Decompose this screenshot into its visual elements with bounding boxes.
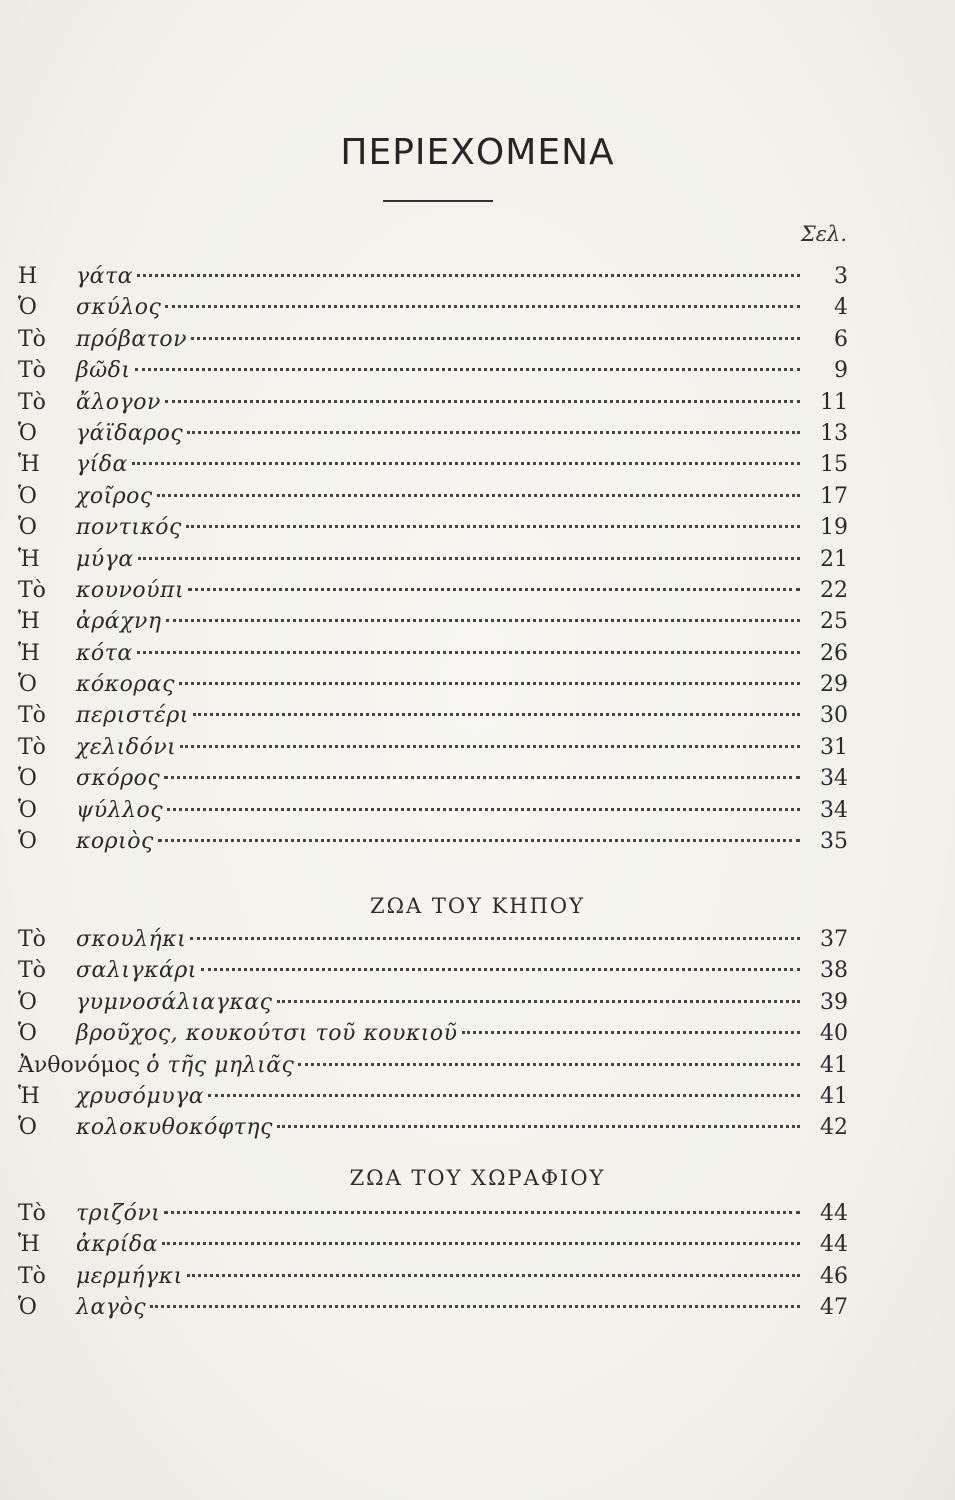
entry-article: Τὸ: [18, 1201, 46, 1226]
toc-entry: [18, 449, 848, 480]
entry-article: Ὁ: [18, 766, 37, 792]
entry-name: ὁ τῆς μηλιᾶς: [146, 1052, 295, 1078]
dot-leader: [165, 400, 800, 403]
dot-leader: [190, 937, 800, 940]
entry-article: Ἡ: [18, 546, 40, 572]
dot-leader: [277, 1125, 800, 1128]
toc-entry: [18, 606, 848, 637]
entry-page-number: 47: [820, 1295, 848, 1321]
entry-page-number: 3: [834, 264, 848, 289]
dot-leader: [201, 968, 800, 971]
dot-leader: [150, 1305, 800, 1308]
toc-main-list: [18, 261, 848, 857]
entry-page-number: 21: [820, 546, 848, 572]
entry-article: Ὁ: [18, 989, 37, 1015]
toc-field-list: [18, 1198, 848, 1324]
toc-entry: [18, 1198, 848, 1229]
dot-leader: [193, 713, 800, 716]
dot-leader: [187, 431, 800, 434]
toc-entry: [18, 826, 848, 857]
entry-page-number: 41: [820, 1083, 848, 1109]
entry-name: περιστέρι: [76, 703, 189, 729]
entry-name: κουνούπι: [76, 577, 185, 603]
entry-page-number: 6: [834, 326, 848, 352]
toc-entry: [18, 355, 848, 386]
entry-article: Τὸ: [18, 927, 46, 952]
entry-page-number: 40: [820, 1021, 848, 1047]
entry-article: Τὸ: [18, 958, 46, 984]
toc-entry: [18, 763, 848, 794]
entry-name: βῶδι: [76, 358, 131, 384]
entry-name: μύγα: [76, 546, 134, 572]
entry-page-number: 42: [820, 1115, 848, 1141]
toc-entry: [18, 481, 848, 512]
page-column-label: Σελ.: [800, 222, 847, 246]
entry-page-number: 44: [820, 1201, 848, 1226]
dot-leader: [137, 651, 800, 654]
entry-page-number: 19: [820, 515, 848, 541]
entry-name: σαλιγκάρι: [76, 958, 197, 984]
entry-article: Ἀνθονόμος: [18, 1052, 141, 1078]
entry-name: χρυσόμυγα: [76, 1083, 205, 1109]
entry-article: Ὁ: [18, 515, 37, 541]
toc-entry: [18, 669, 848, 700]
dot-leader: [162, 1242, 800, 1245]
toc-garden-list: [18, 924, 848, 1144]
entry-name: κολοκυθοκόφτης: [76, 1115, 273, 1141]
entry-article: Τὸ: [18, 1263, 46, 1289]
entry-name: πρόβατον: [76, 326, 188, 352]
page-title: ΠΕΡΙΕΧΟΜΕΝΑ: [340, 132, 615, 173]
dot-leader: [137, 274, 800, 277]
entry-page-number: 34: [820, 797, 848, 823]
entry-page-number: 29: [820, 672, 848, 698]
entry-page-number: 25: [820, 609, 848, 635]
dot-leader: [158, 839, 800, 842]
dot-leader: [208, 1094, 800, 1097]
entry-article: Ὁ: [18, 1021, 37, 1047]
entry-name: κόκορας: [76, 672, 175, 698]
dot-leader: [180, 745, 800, 748]
entry-name: τριζόνι: [76, 1201, 161, 1226]
toc-entry: [18, 795, 848, 826]
dot-leader: [188, 588, 800, 591]
toc-entry: [18, 987, 848, 1018]
entry-article: Τὸ: [18, 358, 46, 384]
toc-entry: [18, 324, 848, 355]
entry-name: βροῦχος, κουκούτσι τοῦ κουκιοῦ: [76, 1021, 458, 1047]
dot-leader: [157, 494, 800, 497]
entry-article: Τὸ: [18, 577, 46, 603]
entry-page-number: 4: [834, 295, 848, 321]
dot-leader: [187, 1274, 800, 1277]
toc-entry: [18, 575, 848, 606]
dot-leader: [135, 368, 800, 371]
dot-leader: [138, 557, 800, 560]
dot-leader: [191, 337, 800, 340]
toc-entry: [18, 638, 848, 669]
toc-entry: [18, 261, 848, 292]
entry-page-number: 44: [820, 1232, 848, 1258]
entry-article: Ὁ: [18, 483, 37, 509]
entry-article: Τὸ: [18, 734, 46, 760]
entry-name: μερμήγκι: [76, 1263, 183, 1289]
dot-leader: [164, 1211, 800, 1214]
entry-article: Η: [18, 264, 38, 289]
section-title-field: ΖΩΑ ΤΟΥ ΧΩΡΑΦΙΟΥ: [349, 1166, 606, 1190]
entry-page-number: 13: [820, 420, 848, 446]
entry-article: Ἡ: [18, 452, 40, 478]
entry-article: Ἡ: [18, 1083, 40, 1109]
toc-entry: [18, 418, 848, 449]
toc-entry: [18, 1050, 848, 1081]
dot-leader: [166, 619, 800, 622]
section-title-garden: ΖΩΑ ΤΟΥ ΚΗΠΟΥ: [370, 894, 585, 918]
entry-name: γάϊδαρος: [76, 420, 184, 446]
toc-entry: [18, 1292, 848, 1323]
entry-page-number: 11: [820, 389, 848, 415]
toc-entry: [18, 387, 848, 418]
entry-page-number: 34: [820, 766, 848, 792]
entry-name: ἀκρίδα: [76, 1232, 158, 1258]
entry-article: Ἡ: [18, 640, 40, 666]
toc-entry: [18, 292, 848, 323]
entry-page-number: 35: [820, 829, 848, 855]
entry-article: Τὸ: [18, 389, 46, 415]
title-underline: [383, 200, 493, 202]
entry-name: κότα: [76, 640, 133, 666]
entry-page-number: 37: [820, 927, 848, 952]
entry-article: Ὁ: [18, 672, 37, 698]
entry-page-number: 39: [820, 989, 848, 1015]
entry-page-number: 9: [834, 358, 848, 384]
toc-entry: [18, 1229, 848, 1260]
entry-page-number: 31: [820, 734, 848, 760]
entry-name: λαγὸς: [76, 1295, 147, 1321]
entry-page-number: 22: [820, 577, 848, 603]
entry-article: Τὸ: [18, 326, 46, 352]
entry-article: Ὁ: [18, 797, 37, 823]
entry-name: σκύλος: [76, 295, 162, 321]
entry-article: Ὁ: [18, 420, 37, 446]
dot-leader: [167, 808, 800, 811]
entry-name: χελιδόνι: [76, 734, 177, 760]
toc-entry: [18, 700, 848, 731]
entry-name: σκόρος: [76, 766, 161, 792]
dot-leader: [179, 682, 800, 685]
entry-name: ποντικός: [76, 515, 182, 541]
entry-name: ψύλλος: [76, 797, 164, 823]
entry-page-number: 46: [820, 1263, 848, 1289]
entry-page-number: 38: [820, 958, 848, 984]
entry-article: Ὁ: [18, 829, 37, 855]
entry-article: Ὁ: [18, 1295, 37, 1321]
toc-entry: [18, 924, 848, 955]
toc-entry: [18, 1081, 848, 1112]
dot-leader: [164, 776, 800, 779]
dot-leader: [186, 525, 800, 528]
toc-entry: [18, 544, 848, 575]
entry-page-number: 17: [820, 483, 848, 509]
entry-page-number: 30: [820, 703, 848, 729]
toc-entry: [18, 1112, 848, 1143]
entry-name: χοῖρος: [76, 483, 153, 509]
entry-page-number: 26: [820, 640, 848, 666]
entry-name: γυμνοσάλιαγκας: [76, 989, 273, 1015]
dot-leader: [298, 1063, 800, 1066]
entry-article: Ὁ: [18, 295, 37, 321]
toc-entry: [18, 732, 848, 763]
entry-name: γάτα: [76, 264, 134, 289]
entry-name: ἄλογον: [76, 389, 161, 415]
entry-article: Ὁ: [18, 1115, 37, 1141]
entry-page-number: 41: [820, 1052, 848, 1078]
toc-entry: [18, 1018, 848, 1049]
dot-leader: [165, 305, 800, 308]
toc-entry: [18, 1261, 848, 1292]
entry-name: ἀράχνη: [76, 609, 162, 635]
entry-name: γίδα: [76, 452, 128, 478]
toc-entry: [18, 512, 848, 543]
entry-article: Ἡ: [18, 609, 40, 635]
dot-leader: [462, 1031, 800, 1034]
entry-article: Ἡ: [18, 1232, 40, 1258]
entry-name: κοριὸς: [76, 829, 154, 855]
dot-leader: [132, 462, 800, 465]
entry-page-number: 15: [820, 452, 848, 478]
dot-leader: [277, 1000, 801, 1003]
toc-entry: [18, 955, 848, 986]
entry-article: Τὸ: [18, 703, 46, 729]
entry-name: σκουλήκι: [76, 927, 187, 952]
